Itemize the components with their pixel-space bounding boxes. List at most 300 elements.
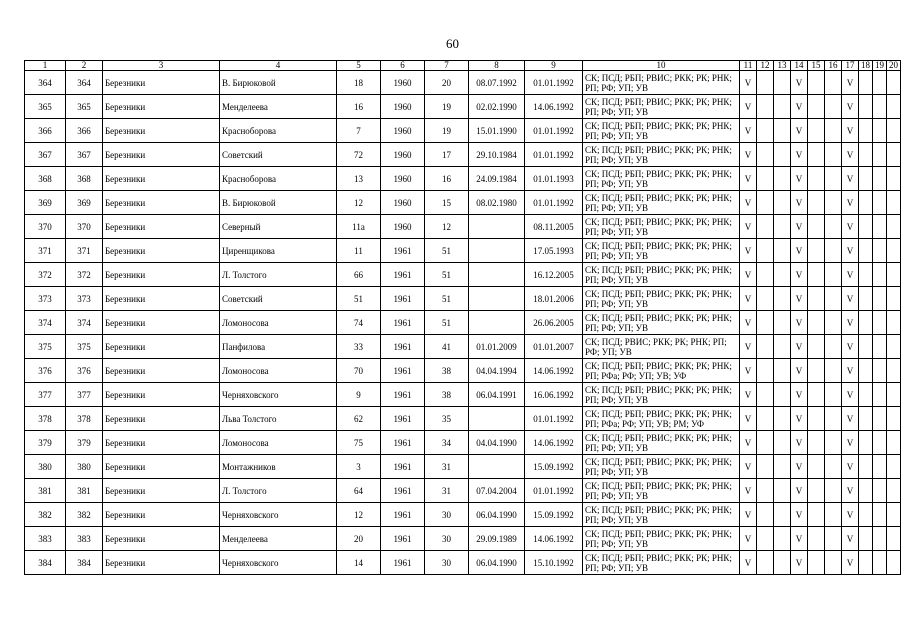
table-cell-col-9: 18.01.2006	[525, 287, 583, 311]
table-cell-col-8: 04.04.1994	[469, 359, 525, 383]
table-cell-col-14: V	[791, 71, 808, 95]
table-cell-col-11: V	[740, 431, 757, 455]
table-cell-col-13	[774, 383, 791, 407]
column-header: 19	[873, 61, 887, 71]
table-cell-col-17: V	[842, 119, 859, 143]
table-cell-col-19	[873, 407, 887, 431]
table-cell-col-8: 29.09.1989	[469, 527, 525, 551]
table-cell-col-8	[469, 455, 525, 479]
table-cell-col-3: Березники	[103, 167, 220, 191]
table-cell-col-1: 374	[25, 311, 66, 335]
table-cell-col-6: 1961	[381, 287, 425, 311]
table-cell-col-6: 1961	[381, 455, 425, 479]
table-cell-col-11: V	[740, 167, 757, 191]
table-cell-col-2: 384	[66, 551, 103, 575]
table-cell-col-8: 06.04.1990	[469, 551, 525, 575]
table-cell-col-6: 1960	[381, 215, 425, 239]
table-cell-col-18	[859, 95, 873, 119]
table-cell-col-4: Черняховского	[220, 503, 337, 527]
table-cell-col-17: V	[842, 407, 859, 431]
table-cell-col-8	[469, 239, 525, 263]
column-header: 15	[808, 61, 825, 71]
table-cell-col-12	[757, 311, 774, 335]
table-cell-col-1: 378	[25, 407, 66, 431]
table-cell-col-11: V	[740, 71, 757, 95]
table-cell-col-3: Березники	[103, 263, 220, 287]
table-cell-col-5: 72	[337, 143, 381, 167]
table-cell-col-20	[887, 143, 901, 167]
table-cell-col-6: 1961	[381, 383, 425, 407]
table-cell-col-5: 13	[337, 167, 381, 191]
table-cell-col-20	[887, 263, 901, 287]
table-cell-col-16	[825, 431, 842, 455]
table-cell-col-19	[873, 191, 887, 215]
table-cell-col-2: 367	[66, 143, 103, 167]
table-cell-col-4: Красноборова	[220, 119, 337, 143]
table-cell-col-6: 1961	[381, 551, 425, 575]
table-cell-col-13	[774, 143, 791, 167]
column-header: 1	[25, 61, 66, 71]
table-cell-col-10: СК; ПСД; РБП; РВИС; РКК; РК; РНК; РП; РФ; УП; УВ	[583, 143, 740, 167]
table-cell-col-1: 381	[25, 479, 66, 503]
table-cell-col-15	[808, 551, 825, 575]
table-cell-col-9: 01.01.1992	[525, 191, 583, 215]
table-cell-col-16	[825, 335, 842, 359]
table-cell-col-5: 66	[337, 263, 381, 287]
table-cell-col-1: 380	[25, 455, 66, 479]
table-cell-col-17: V	[842, 335, 859, 359]
table-cell-col-14: V	[791, 503, 808, 527]
table-cell-col-4: Советский	[220, 143, 337, 167]
table-cell-col-16	[825, 551, 842, 575]
table-cell-col-11: V	[740, 479, 757, 503]
table-cell-col-11: V	[740, 191, 757, 215]
table-cell-col-15	[808, 239, 825, 263]
table-cell-col-12	[757, 455, 774, 479]
table-cell-col-5: 20	[337, 527, 381, 551]
table-cell-col-6: 1961	[381, 527, 425, 551]
table-cell-col-15	[808, 95, 825, 119]
table-cell-col-18	[859, 71, 873, 95]
table-cell-col-7: 19	[425, 95, 469, 119]
table-cell-col-17: V	[842, 311, 859, 335]
table-cell-col-19	[873, 167, 887, 191]
table-cell-col-16	[825, 119, 842, 143]
table-cell-col-15	[808, 311, 825, 335]
table-cell-col-15	[808, 503, 825, 527]
table-cell-col-1: 379	[25, 431, 66, 455]
table-cell-col-13	[774, 359, 791, 383]
table-cell-col-9: 14.06.1992	[525, 431, 583, 455]
table-row	[25, 407, 901, 431]
table-cell-col-18	[859, 407, 873, 431]
table-row	[25, 359, 901, 383]
table-row	[25, 167, 901, 191]
table-cell-col-4: Менделеева	[220, 95, 337, 119]
table-cell-col-14: V	[791, 335, 808, 359]
table-cell-col-14: V	[791, 551, 808, 575]
table-cell-col-3: Березники	[103, 407, 220, 431]
table-cell-col-14: V	[791, 455, 808, 479]
table-cell-col-7: 51	[425, 239, 469, 263]
column-header: 11	[740, 61, 757, 71]
table-row	[25, 263, 901, 287]
table-cell-col-16	[825, 527, 842, 551]
table-cell-col-12	[757, 551, 774, 575]
table-row	[25, 383, 901, 407]
table-cell-col-1: 366	[25, 119, 66, 143]
table-row	[25, 119, 901, 143]
table-cell-col-15	[808, 167, 825, 191]
table-cell-col-5: 74	[337, 311, 381, 335]
table-row	[25, 143, 901, 167]
table-cell-col-18	[859, 263, 873, 287]
table-cell-col-5: 62	[337, 407, 381, 431]
table-cell-col-11: V	[740, 143, 757, 167]
table-cell-col-7: 31	[425, 479, 469, 503]
table-cell-col-17: V	[842, 215, 859, 239]
table-cell-col-10: СК; ПСД; РБП; РВИС; РКК; РК; РНК; РП; РФ; УП; УВ	[583, 479, 740, 503]
table-cell-col-7: 30	[425, 551, 469, 575]
table-cell-col-19	[873, 143, 887, 167]
table-cell-col-12	[757, 215, 774, 239]
table-cell-col-5: 70	[337, 359, 381, 383]
table-cell-col-14: V	[791, 215, 808, 239]
table-cell-col-19	[873, 71, 887, 95]
table-row	[25, 215, 901, 239]
column-header: 3	[103, 61, 220, 71]
column-header: 5	[337, 61, 381, 71]
table-cell-col-12	[757, 407, 774, 431]
table-cell-col-12	[757, 359, 774, 383]
table-cell-col-10: СК; ПСД; РБП; РВИС; РКК; РК; РНК; РП; РФ; УП; УВ	[583, 455, 740, 479]
table-cell-col-7: 30	[425, 527, 469, 551]
table-cell-col-12	[757, 335, 774, 359]
table-cell-col-2: 369	[66, 191, 103, 215]
table-cell-col-4: В. Бирюковой	[220, 71, 337, 95]
table-cell-col-1: 372	[25, 263, 66, 287]
table-cell-col-11: V	[740, 287, 757, 311]
column-header: 7	[425, 61, 469, 71]
table-cell-col-2: 365	[66, 95, 103, 119]
table-cell-col-19	[873, 479, 887, 503]
table-cell-col-2: 364	[66, 71, 103, 95]
table-cell-col-3: Березники	[103, 95, 220, 119]
table-cell-col-4: Ломоносова	[220, 359, 337, 383]
table-cell-col-9: 14.06.1992	[525, 359, 583, 383]
table-cell-col-1: 364	[25, 71, 66, 95]
table-cell-col-19	[873, 263, 887, 287]
table-cell-col-5: 16	[337, 95, 381, 119]
table-cell-col-5: 3	[337, 455, 381, 479]
table-cell-col-11: V	[740, 215, 757, 239]
table-cell-col-20	[887, 71, 901, 95]
table-cell-col-18	[859, 335, 873, 359]
table-cell-col-18	[859, 215, 873, 239]
table-cell-col-10: СК; ПСД; РБП; РВИС; РКК; РК; РНК; РП; РФ; УП; УВ	[583, 191, 740, 215]
table-cell-col-2: 377	[66, 383, 103, 407]
table-cell-col-13	[774, 551, 791, 575]
table-cell-col-5: 12	[337, 503, 381, 527]
table-cell-col-12	[757, 71, 774, 95]
table-cell-col-13	[774, 119, 791, 143]
column-header: 18	[859, 61, 873, 71]
table-cell-col-6: 1961	[381, 359, 425, 383]
table-cell-col-7: 38	[425, 359, 469, 383]
table-cell-col-3: Березники	[103, 455, 220, 479]
table-cell-col-9: 01.01.1992	[525, 119, 583, 143]
table-cell-col-12	[757, 479, 774, 503]
table-cell-col-11: V	[740, 407, 757, 431]
table-cell-col-20	[887, 191, 901, 215]
table-cell-col-16	[825, 479, 842, 503]
table-cell-col-13	[774, 407, 791, 431]
table-cell-col-17: V	[842, 455, 859, 479]
table-cell-col-19	[873, 311, 887, 335]
table-cell-col-12	[757, 239, 774, 263]
table-cell-col-14: V	[791, 479, 808, 503]
table-cell-col-20	[887, 359, 901, 383]
table-cell-col-13	[774, 431, 791, 455]
table-cell-col-7: 31	[425, 455, 469, 479]
table-cell-col-10: СК; ПСД; РБП; РВИС; РКК; РК; РНК; РП; РФ; УП; УВ	[583, 263, 740, 287]
table-cell-col-3: Березники	[103, 311, 220, 335]
table-cell-col-19	[873, 431, 887, 455]
table-cell-col-18	[859, 431, 873, 455]
table-cell-col-18	[859, 191, 873, 215]
table-cell-col-9: 14.06.1992	[525, 95, 583, 119]
table-cell-col-13	[774, 263, 791, 287]
table-cell-col-14: V	[791, 407, 808, 431]
table-cell-col-3: Березники	[103, 551, 220, 575]
table-row	[25, 455, 901, 479]
table-cell-col-5: 9	[337, 383, 381, 407]
table-cell-col-7: 19	[425, 119, 469, 143]
table-cell-col-7: 35	[425, 407, 469, 431]
table-cell-col-16	[825, 191, 842, 215]
table-cell-col-18	[859, 359, 873, 383]
table-cell-col-19	[873, 335, 887, 359]
table-cell-col-7: 16	[425, 167, 469, 191]
table-cell-col-19	[873, 215, 887, 239]
table-cell-col-2: 378	[66, 407, 103, 431]
table-row	[25, 287, 901, 311]
table-cell-col-7: 51	[425, 287, 469, 311]
table-cell-col-17: V	[842, 191, 859, 215]
table-cell-col-12	[757, 119, 774, 143]
table-cell-col-7: 15	[425, 191, 469, 215]
table-cell-col-3: Березники	[103, 71, 220, 95]
table-cell-col-4: Циренщикова	[220, 239, 337, 263]
table-cell-col-20	[887, 167, 901, 191]
table-cell-col-13	[774, 215, 791, 239]
table-cell-col-11: V	[740, 359, 757, 383]
table-cell-col-8: 24.09.1984	[469, 167, 525, 191]
table-cell-col-16	[825, 215, 842, 239]
table-cell-col-2: 379	[66, 431, 103, 455]
table-cell-col-6: 1961	[381, 239, 425, 263]
table-cell-col-5: 33	[337, 335, 381, 359]
table-cell-col-12	[757, 263, 774, 287]
table-cell-col-10: СК; ПСД; РБП; РВИС; РКК; РК; РНК; РП; РФа; РФ; УП; УВ; УФ	[583, 359, 740, 383]
table-cell-col-11: V	[740, 95, 757, 119]
table-cell-col-13	[774, 287, 791, 311]
table-cell-col-14: V	[791, 527, 808, 551]
table-cell-col-11: V	[740, 551, 757, 575]
table-cell-col-19	[873, 503, 887, 527]
table-cell-col-1: 383	[25, 527, 66, 551]
table-cell-col-16	[825, 95, 842, 119]
table-row	[25, 311, 901, 335]
table-cell-col-10: СК; ПСД; РБП; РВИС; РКК; РК; РНК; РП; РФ; УП; УВ	[583, 95, 740, 119]
column-header: 13	[774, 61, 791, 71]
table-cell-col-13	[774, 479, 791, 503]
table-cell-col-3: Березники	[103, 359, 220, 383]
table-cell-col-9: 26.06.2005	[525, 311, 583, 335]
table-cell-col-20	[887, 119, 901, 143]
table-cell-col-4: Льва Толстого	[220, 407, 337, 431]
table-cell-col-9: 01.01.1993	[525, 167, 583, 191]
table-row	[25, 95, 901, 119]
table-cell-col-14: V	[791, 191, 808, 215]
table-cell-col-10: СК; ПСД; РБП; РВИС; РКК; РК; РНК; РП; РФ; УП; УВ	[583, 383, 740, 407]
table-cell-col-20	[887, 455, 901, 479]
table-cell-col-13	[774, 167, 791, 191]
table-cell-col-16	[825, 239, 842, 263]
table-cell-col-11: V	[740, 455, 757, 479]
table-cell-col-1: 371	[25, 239, 66, 263]
table-row	[25, 71, 901, 95]
table-cell-col-20	[887, 527, 901, 551]
table-cell-col-14: V	[791, 167, 808, 191]
table-row	[25, 335, 901, 359]
table-cell-col-18	[859, 527, 873, 551]
table-cell-col-16	[825, 359, 842, 383]
table-cell-col-4: Менделеева	[220, 527, 337, 551]
table-cell-col-13	[774, 71, 791, 95]
table-cell-col-10: СК; ПСД; РБП; РВИС; РКК; РК; РНК; РП; РФ; УП; УВ	[583, 71, 740, 95]
table-cell-col-12	[757, 431, 774, 455]
table-cell-col-3: Березники	[103, 119, 220, 143]
table-cell-col-1: 382	[25, 503, 66, 527]
table-cell-col-20	[887, 551, 901, 575]
table-cell-col-7: 20	[425, 71, 469, 95]
table-cell-col-20	[887, 383, 901, 407]
table-cell-col-11: V	[740, 239, 757, 263]
table-cell-col-12	[757, 167, 774, 191]
table-cell-col-18	[859, 479, 873, 503]
table-cell-col-2: 374	[66, 311, 103, 335]
table-cell-col-10: СК; ПСД; РБП; РВИС; РКК; РК; РНК; РП; РФ; УП; УВ	[583, 287, 740, 311]
table-cell-col-6: 1960	[381, 167, 425, 191]
table-cell-col-19	[873, 239, 887, 263]
table-cell-col-19	[873, 359, 887, 383]
table-cell-col-20	[887, 479, 901, 503]
table-cell-col-2: 381	[66, 479, 103, 503]
table-cell-col-16	[825, 503, 842, 527]
table-cell-col-6: 1961	[381, 263, 425, 287]
table-cell-col-12	[757, 527, 774, 551]
table-cell-col-3: Березники	[103, 143, 220, 167]
table-cell-col-8	[469, 215, 525, 239]
table-cell-col-18	[859, 551, 873, 575]
table-cell-col-12	[757, 143, 774, 167]
column-header: 12	[757, 61, 774, 71]
table-cell-col-9: 08.11.2005	[525, 215, 583, 239]
table-cell-col-18	[859, 287, 873, 311]
column-header: 6	[381, 61, 425, 71]
table-cell-col-8: 02.02.1990	[469, 95, 525, 119]
table-cell-col-5: 75	[337, 431, 381, 455]
table-cell-col-3: Березники	[103, 191, 220, 215]
table-cell-col-5: 18	[337, 71, 381, 95]
table-cell-col-12	[757, 503, 774, 527]
table-cell-col-10: СК; ПСД; РБП; РВИС; РКК; РК; РНК; РП; РФ; УП; УВ	[583, 119, 740, 143]
table-cell-col-9: 15.09.1992	[525, 455, 583, 479]
table-cell-col-5: 14	[337, 551, 381, 575]
table-cell-col-6: 1960	[381, 191, 425, 215]
table-cell-col-17: V	[842, 383, 859, 407]
table-cell-col-1: 367	[25, 143, 66, 167]
table-cell-col-18	[859, 455, 873, 479]
table-cell-col-10: СК; ПСД; РБП; РВИС; РКК; РК; РНК; РП; РФ; УП; УВ	[583, 215, 740, 239]
table-cell-col-9: 01.01.1992	[525, 71, 583, 95]
table-cell-col-13	[774, 455, 791, 479]
table-cell-col-4: Черняховского	[220, 383, 337, 407]
table-cell-col-11: V	[740, 503, 757, 527]
table-cell-col-13	[774, 311, 791, 335]
table-cell-col-17: V	[842, 263, 859, 287]
table-cell-col-18	[859, 311, 873, 335]
table-cell-col-11: V	[740, 311, 757, 335]
table-cell-col-3: Березники	[103, 527, 220, 551]
table-cell-col-6: 1960	[381, 143, 425, 167]
table-cell-col-2: 372	[66, 263, 103, 287]
table-cell-col-8: 08.02.1980	[469, 191, 525, 215]
table-cell-col-1: 377	[25, 383, 66, 407]
table-cell-col-20	[887, 407, 901, 431]
table-cell-col-18	[859, 383, 873, 407]
column-header: 2	[66, 61, 103, 71]
table-cell-col-19	[873, 119, 887, 143]
table-cell-col-18	[859, 143, 873, 167]
table-cell-col-9: 01.01.1992	[525, 407, 583, 431]
table-cell-col-15	[808, 335, 825, 359]
table-cell-col-4: Панфилова	[220, 335, 337, 359]
table-row	[25, 431, 901, 455]
table-cell-col-7: 34	[425, 431, 469, 455]
table-cell-col-16	[825, 167, 842, 191]
table-cell-col-8	[469, 311, 525, 335]
register-table	[24, 60, 901, 575]
table-cell-col-4: Монтажников	[220, 455, 337, 479]
table-cell-col-9: 16.06.1992	[525, 383, 583, 407]
table-cell-col-2: 383	[66, 527, 103, 551]
table-cell-col-17: V	[842, 71, 859, 95]
table-row	[25, 479, 901, 503]
table-cell-col-3: Березники	[103, 335, 220, 359]
table-cell-col-16	[825, 311, 842, 335]
table-cell-col-15	[808, 527, 825, 551]
table-cell-col-12	[757, 95, 774, 119]
table-cell-col-8: 15.01.1990	[469, 119, 525, 143]
table-cell-col-11: V	[740, 527, 757, 551]
table-cell-col-6: 1961	[381, 335, 425, 359]
table-cell-col-5: 11	[337, 239, 381, 263]
table-cell-col-1: 369	[25, 191, 66, 215]
table-cell-col-6: 1961	[381, 407, 425, 431]
table-cell-col-4: Л. Толстого	[220, 263, 337, 287]
